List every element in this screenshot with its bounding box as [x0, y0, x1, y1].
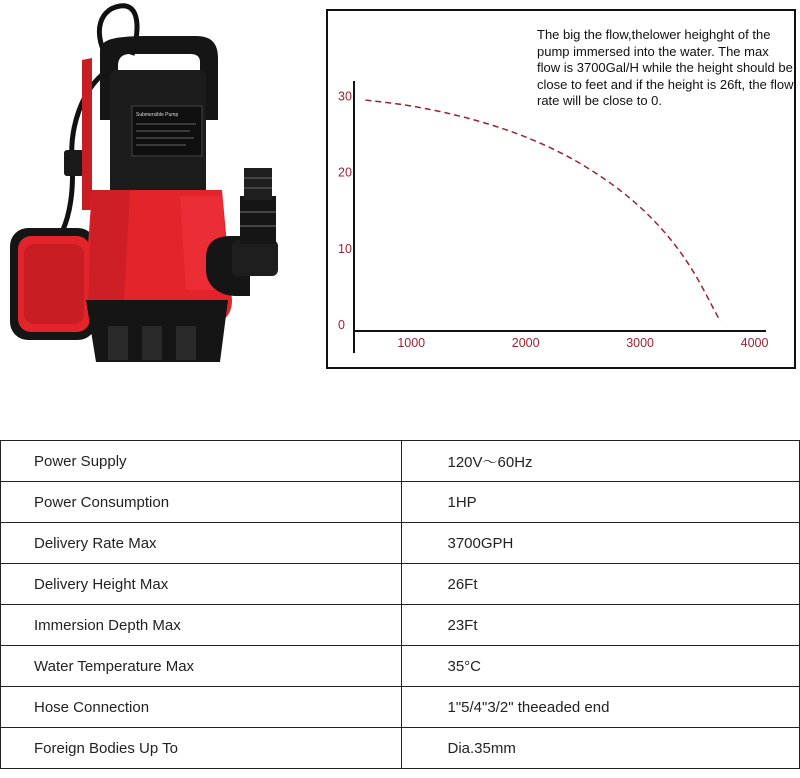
spec-label: Power Consumption [1, 482, 402, 523]
table-row [1, 605, 800, 646]
pump-label-brand: Submersible Pump [136, 112, 179, 118]
spec-table [0, 440, 800, 769]
pump-image [0, 0, 320, 380]
spec-value: 120V～60Hz [401, 441, 800, 482]
spec-label: Hose Connection [1, 687, 402, 728]
x-tick-label: 3000 [626, 336, 655, 350]
x-tick-label: 1000 [397, 336, 426, 350]
y-tick-label: 20 [338, 165, 352, 180]
chart-note: The big the flow,thelower heighght of the pump immersed into the water. The max flow is 3700Gal/H while the height should be close to feet and if the height is 26ft, the flow rate will be close to 0. [537, 27, 794, 108]
flow-curve [365, 100, 720, 321]
y-tick-label: 10 [338, 241, 352, 256]
spec-value: Dia.35mm [401, 728, 800, 769]
table-row [1, 482, 800, 523]
table-row [1, 687, 800, 728]
spec-value: 23Ft [401, 605, 800, 646]
x-tick-label: 4000 [740, 336, 769, 350]
table-row [1, 646, 800, 687]
spec-value: 26Ft [401, 564, 800, 605]
spec-label: Power Supply [1, 441, 402, 482]
spec-label: Foreign Bodies Up To [1, 728, 402, 769]
flow-chart [326, 9, 796, 369]
spec-value: 3700GPH [401, 523, 800, 564]
spec-label: Delivery Rate Max [1, 523, 402, 564]
spec-label: Water Temperature Max [1, 646, 402, 687]
spec-label: Delivery Height Max [1, 564, 402, 605]
table-row [1, 728, 800, 769]
spec-value: 1HP [401, 482, 800, 523]
table-row [1, 523, 800, 564]
y-tick-label: 30 [338, 89, 352, 104]
table-row [1, 441, 800, 482]
spec-value: 35°C [401, 646, 800, 687]
spec-label: Immersion Depth Max [1, 605, 402, 646]
y-tick-label: 0 [338, 318, 345, 332]
spec-value: 1"5/4"3/2" theeaded end [401, 687, 800, 728]
table-row [1, 564, 800, 605]
x-tick-label: 2000 [511, 336, 540, 350]
